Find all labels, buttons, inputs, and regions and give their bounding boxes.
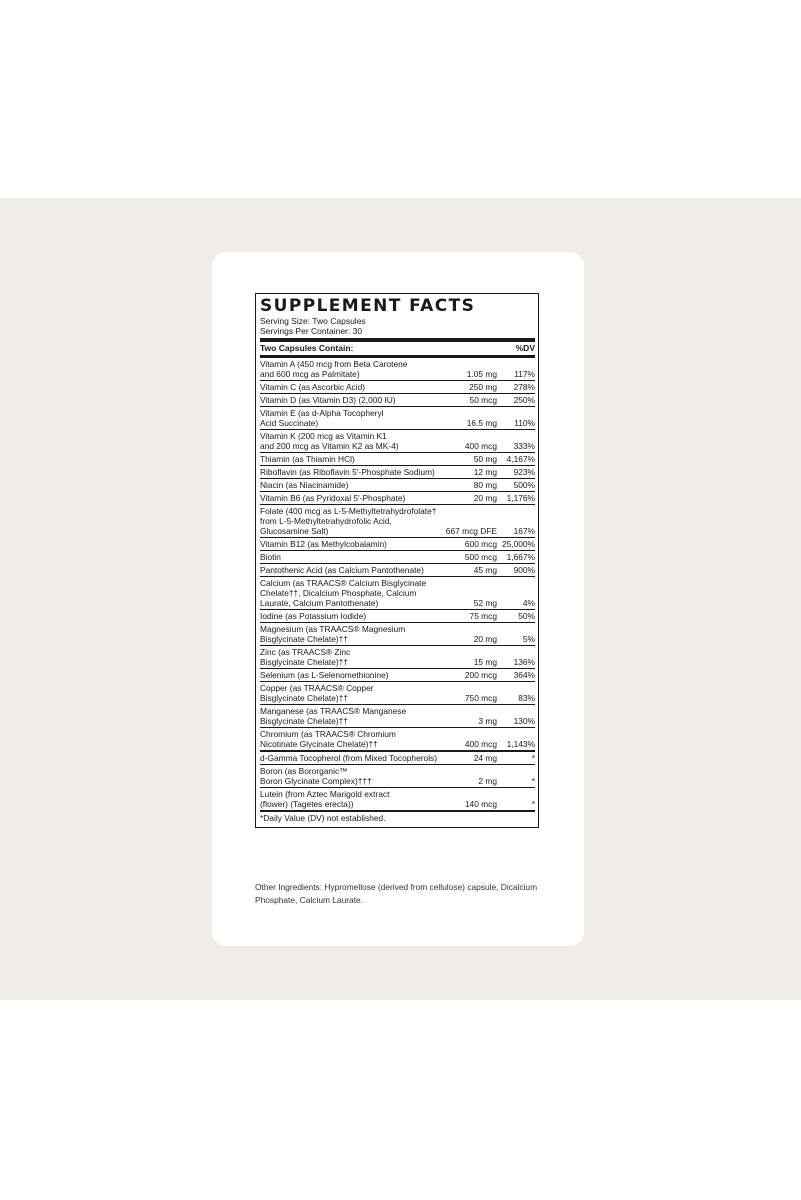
nutrient-dv: 117% bbox=[514, 369, 535, 379]
nutrient-row bbox=[260, 787, 535, 810]
nutrient-amount: 24 mg bbox=[473, 753, 497, 763]
nutrient-dv: 4,167% bbox=[506, 454, 535, 464]
nutrient-amount: 140 mcg bbox=[464, 799, 497, 809]
nutrient-name: Selenium (as L-Selenomethionine) bbox=[260, 670, 389, 680]
nutrient-dv: 1,667% bbox=[506, 552, 535, 562]
serving-size: Serving Size: Two Capsules bbox=[260, 316, 366, 326]
nutrient-name: Vitamin E (as d-Alpha Tocopheryl Acid Succinate) bbox=[260, 408, 384, 428]
nutrient-row bbox=[260, 393, 535, 406]
nutrient-dv: 50% bbox=[518, 611, 535, 621]
nutrient-name: d-Gamma Tocopherol (from Mixed Tocopherols) bbox=[260, 753, 438, 763]
nutrient-amount: 80 mg bbox=[473, 480, 497, 490]
header-dv: %DV bbox=[515, 343, 535, 353]
nutrient-dv: 500% bbox=[513, 480, 535, 490]
nutrient-row bbox=[260, 681, 535, 704]
nutrient-dv: 130% bbox=[513, 716, 535, 726]
nutrient-name: Niacin (as Niacinamide) bbox=[260, 480, 349, 490]
nutrient-dv: 278% bbox=[513, 382, 535, 392]
table-header bbox=[260, 342, 535, 355]
nutrient-name: Copper (as TRAACS® Copper Bisglycinate Chelate)†† bbox=[260, 683, 374, 703]
nutrient-row bbox=[260, 357, 535, 380]
nutrient-row bbox=[260, 465, 535, 478]
nutrient-name: Vitamin C (as Ascorbic Acid) bbox=[260, 382, 366, 392]
nutrient-row bbox=[260, 727, 535, 750]
nutrient-amount: 16.5 mg bbox=[466, 418, 497, 428]
nutrient-name: Thiamin (as Thiamin HCl) bbox=[260, 454, 355, 464]
nutrient-name: Iodine (as Potassium Iodide) bbox=[260, 611, 367, 621]
nutrient-row bbox=[260, 645, 535, 668]
nutrient-dv: 900% bbox=[513, 565, 535, 575]
nutrient-row bbox=[260, 537, 535, 550]
other-ingredients: Other Ingredients: Hypromellose (derived from cellulose) capsule, Dicalcium Phosphate, Calcium Laurate. bbox=[255, 882, 538, 905]
nutrient-row bbox=[260, 429, 535, 452]
nutrient-row bbox=[260, 622, 535, 645]
nutrient-name: Chromium (as TRAACS® Chromium Nicotinate Glycinate Chelate)†† bbox=[260, 729, 396, 749]
nutrient-name: Pantothenic Acid (as Calcium Pantothenate) bbox=[260, 565, 424, 575]
nutrient-name: Zinc (as TRAACS® Zinc Bisglycinate Chelate)†† bbox=[260, 647, 351, 667]
nutrient-dv: 333% bbox=[513, 441, 535, 451]
nutrient-row bbox=[260, 576, 535, 609]
nutrient-amount: 20 mg bbox=[473, 493, 497, 503]
nutrient-amount: 15 mg bbox=[473, 657, 497, 667]
nutrient-row bbox=[260, 563, 535, 576]
nutrient-amount: 75 mcg bbox=[469, 611, 497, 621]
nutrient-row bbox=[260, 764, 535, 787]
supplement-facts-panel bbox=[255, 293, 539, 828]
nutrient-row bbox=[260, 406, 535, 429]
nutrient-name: Magnesium (as TRAACS® Magnesium Bisglycinate Chelate)†† bbox=[260, 624, 406, 644]
nutrient-amount: 2 mg bbox=[478, 776, 497, 786]
nutrient-name: Vitamin D (as Vitamin D3) (2,000 IU) bbox=[260, 395, 396, 405]
nutrient-amount: 52 mg bbox=[473, 598, 497, 608]
nutrient-row bbox=[260, 609, 535, 622]
nutrient-row bbox=[260, 478, 535, 491]
nutrient-amount: 45 mg bbox=[473, 565, 497, 575]
nutrient-amount: 667 mcg DFE bbox=[445, 526, 497, 536]
nutrient-name: Vitamin B6 (as Pyridoxal 5'-Phosphate) bbox=[260, 493, 406, 503]
footnote: *Daily Value (DV) not established. bbox=[260, 810, 535, 824]
nutrient-name: Lutein (from Aztec Marigold extract (flower) (Tagetes erecta)) bbox=[260, 789, 390, 809]
nutrient-row bbox=[260, 704, 535, 727]
nutrient-dv: 1,143% bbox=[506, 739, 535, 749]
nutrient-amount: 500 mcg bbox=[464, 552, 497, 562]
nutrient-dv: 110% bbox=[514, 418, 535, 428]
nutrient-amount: 400 mcg bbox=[464, 441, 497, 451]
header-label: Two Capsules Contain: bbox=[260, 343, 354, 353]
nutrient-name: Manganese (as TRAACS® Manganese Bisglycinate Chelate)†† bbox=[260, 706, 407, 726]
nutrient-dv: 167% bbox=[513, 526, 535, 536]
nutrient-amount: 600 mcg bbox=[464, 539, 497, 549]
nutrient-amount: 50 mg bbox=[473, 454, 497, 464]
nutrient-row bbox=[260, 750, 535, 764]
nutrient-row bbox=[260, 491, 535, 504]
nutrient-name: Calcium (as TRAACS® Calcium Bisglycinate Chelate††, Dicalcium Phosphate, Calcium Laurate, Calcium Pantothenate) bbox=[260, 578, 427, 608]
nutrient-name: Vitamin B12 (as Methylcobalamin) bbox=[260, 539, 387, 549]
nutrient-row bbox=[260, 668, 535, 681]
nutrient-dv: 364% bbox=[513, 670, 535, 680]
nutrient-dv: 4% bbox=[522, 598, 535, 608]
nutrient-row bbox=[260, 504, 535, 537]
nutrient-name: Vitamin K (200 mcg as Vitamin K1 and 200 mcg as Vitamin K2 as MK-4) bbox=[260, 431, 399, 451]
nutrient-name: Biotin bbox=[260, 552, 281, 562]
nutrient-dv: * bbox=[531, 753, 535, 763]
nutrient-amount: 750 mcg bbox=[464, 693, 497, 703]
nutrient-dv: 136% bbox=[513, 657, 535, 667]
servings-per-container: Servings Per Container: 30 bbox=[260, 326, 363, 336]
nutrient-amount: 250 mg bbox=[469, 382, 497, 392]
nutrient-name: Vitamin A (450 mcg from Beta Carotene and 600 mcg as Palmitate) bbox=[260, 359, 408, 379]
nutrient-amount: 3 mg bbox=[478, 716, 497, 726]
nutrient-dv: 1,176% bbox=[506, 493, 535, 503]
nutrient-amount: 50 mcg bbox=[469, 395, 497, 405]
nutrient-rows bbox=[260, 357, 535, 810]
nutrient-dv: * bbox=[531, 799, 535, 809]
nutrient-dv: 83% bbox=[518, 693, 535, 703]
nutrient-dv: 5% bbox=[522, 634, 535, 644]
nutrient-name: Boron (as Bororganic™ Boron Glycinate Complex)††† bbox=[260, 766, 372, 786]
nutrient-dv: * bbox=[531, 776, 535, 786]
nutrient-name: Folate (400 mcg as L-5-Methyltetrahydrofolate† from L-5-Methyltetrahydrofolic Acid, Glucosamine Salt) bbox=[260, 506, 437, 536]
nutrient-dv: 250% bbox=[513, 395, 535, 405]
nutrient-amount: 200 mcg bbox=[464, 670, 497, 680]
nutrient-row bbox=[260, 380, 535, 393]
nutrient-amount: 400 mcg bbox=[464, 739, 497, 749]
nutrient-row bbox=[260, 452, 535, 465]
nutrient-amount: 12 mg bbox=[473, 467, 497, 477]
nutrient-dv: 923% bbox=[513, 467, 535, 477]
nutrient-name: Riboflavin (as Riboflavin 5'-Phosphate Sodium) bbox=[260, 467, 435, 477]
panel-title: SUPPLEMENT FACTS bbox=[260, 296, 476, 316]
nutrient-amount: 1.05 mg bbox=[466, 369, 497, 379]
nutrient-row bbox=[260, 550, 535, 563]
nutrient-dv: 25,000% bbox=[501, 539, 535, 549]
nutrient-amount: 20 mg bbox=[473, 634, 497, 644]
